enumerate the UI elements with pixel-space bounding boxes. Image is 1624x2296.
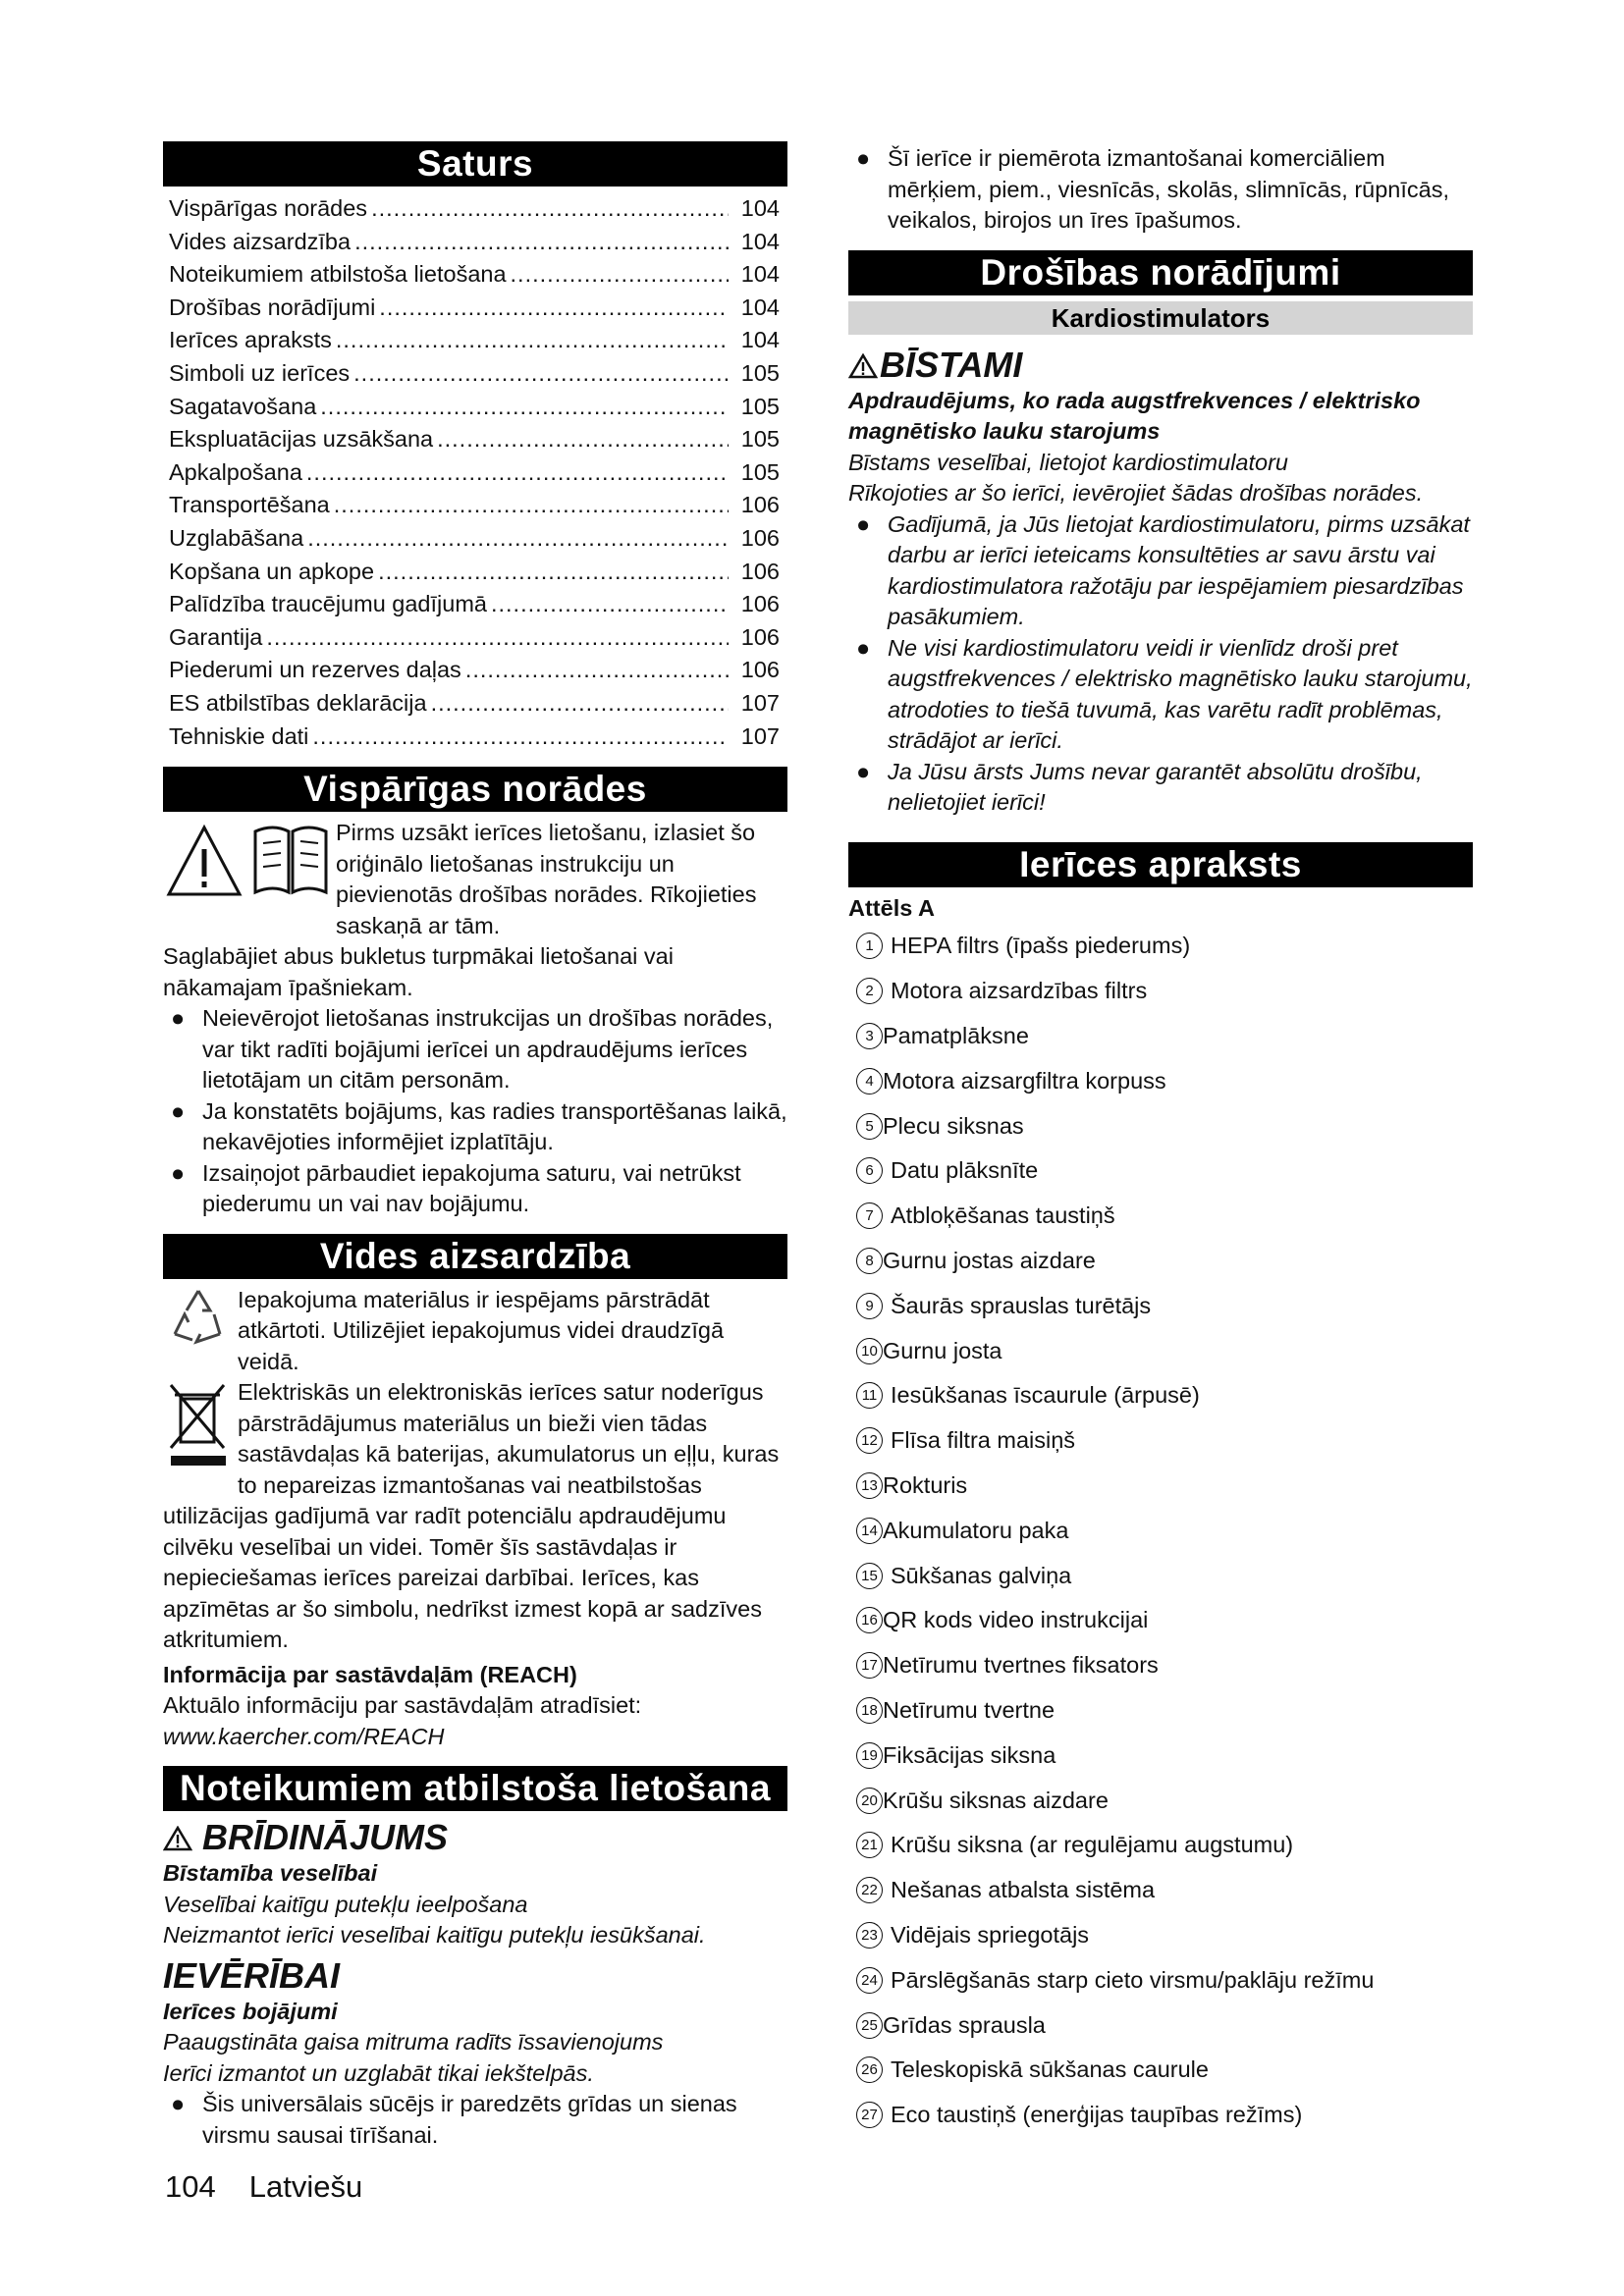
item-number-badge: 27: [856, 2102, 883, 2128]
toc-entry: [163, 489, 787, 522]
toc-entry-page: 106: [740, 524, 780, 551]
general-bullets: [163, 1003, 787, 1220]
toc-entry-page: 107: [740, 722, 780, 749]
component-item: [848, 1373, 1473, 1418]
toc-entry-page: 105: [740, 458, 780, 485]
toc-entry-page: 107: [740, 689, 780, 716]
toc-leader: [334, 489, 729, 522]
item-label: Akumulatoru paka: [883, 1517, 1069, 1543]
general-intro: [163, 818, 787, 941]
general-intro-text: Pirms uzsākt ierīces lietošanu, izlasiet šo oriģinālo lietošanas instrukciju un pievienotās drošības norādes. Rīkojieties saskaņā ar tām.: [336, 820, 757, 938]
item-label: Fiksācijas siksna: [883, 1741, 1056, 1768]
toc-heading: Saturs: [163, 141, 787, 187]
item-number-badge: 14: [856, 1518, 883, 1544]
toc-entry-page: 104: [740, 195, 780, 221]
toc-entry-title: Drošības norādījumi: [169, 294, 376, 320]
component-item: [848, 1643, 1473, 1688]
safety-heading: Drošības norādījumi: [848, 250, 1473, 295]
component-list: [848, 924, 1473, 2138]
toc-leader: [379, 292, 729, 325]
toc-entry-page: 104: [740, 294, 780, 320]
toc-leader: [371, 192, 729, 226]
toc-entry-page: 104: [740, 327, 780, 353]
item-label: HEPA filtrs (īpašs piederums): [891, 933, 1191, 959]
toc-leader: [320, 391, 729, 424]
page-language: Latviešu: [248, 2169, 363, 2204]
toc-entry: [163, 556, 787, 589]
component-item: [848, 2048, 1473, 2093]
recycling-text: Iepakojuma materiālus ir iespējams pārstrādāt atkārtoti. Utilizējiet iepakojumus videi draudzīgā veidā.: [238, 1286, 725, 1374]
item-number-badge: 18: [856, 1697, 883, 1724]
item-number-badge: 3: [856, 1023, 883, 1049]
item-label: Vidējais spriegotājs: [891, 1921, 1090, 1948]
component-item: [848, 1957, 1473, 2002]
toc-entry: [163, 588, 787, 621]
reach-url: www.kaercher.com/REACH: [163, 1723, 445, 1749]
item-label: Krūšu siksnas aizdare: [883, 1787, 1109, 1813]
item-number-badge: 10: [856, 1338, 883, 1364]
toc-entry: [163, 258, 787, 292]
item-label: Netīrumu tvertne: [883, 1696, 1056, 1723]
toc-entry: [163, 357, 787, 391]
warning-triangle-icon: [163, 1826, 192, 1851]
reach-title: Informācija par sastāvdaļām (REACH): [163, 1661, 577, 1687]
notice-label: IEVĒRĪBAI: [163, 1954, 341, 1996]
item-label: Gurnu jostas aizdare: [883, 1247, 1096, 1273]
right-column: [848, 141, 1473, 2138]
general-heading: Vispārīgas norādes: [163, 767, 787, 812]
component-item: [848, 1868, 1473, 1913]
item-number-badge: 21: [856, 1832, 883, 1858]
item-number-badge: 20: [856, 1788, 883, 1814]
component-item: [848, 1239, 1473, 1284]
item-label: Pamatplāksne: [883, 1022, 1029, 1048]
component-item: [848, 1778, 1473, 1823]
toc-entry-page: 106: [740, 591, 780, 617]
toc-entry-title: Sagatavošana: [169, 393, 317, 419]
item-number-badge: 15: [856, 1563, 883, 1589]
item-number-badge: 1: [856, 933, 883, 959]
toc-entry: [163, 621, 787, 655]
figure-label: Attēls A: [848, 894, 935, 921]
warning-triangle-icon: [848, 353, 878, 379]
toc-leader: [354, 226, 729, 259]
toc-entry-title: Simboli uz ierīces: [169, 359, 351, 386]
item-label: Iesūkšanas īscaurule (ārpusē): [891, 1382, 1200, 1409]
toc-leader: [431, 687, 729, 721]
item-label: Motora aizsargfiltra korpuss: [883, 1067, 1166, 1094]
toc-entry-page: 106: [740, 558, 780, 584]
component-item: [848, 1464, 1473, 1509]
left-column: [163, 141, 787, 2151]
toc-entry-title: Vides aizsardzība: [169, 228, 352, 254]
toc-entry-title: Garantija: [169, 623, 263, 650]
recycling-icon: [163, 1285, 234, 1350]
toc-entry-title: Palīdzība traucējumu gadījumā: [169, 591, 487, 617]
list-item: ● Ja Jūsu ārsts Jums nevar garantēt absolūtu drošību, nelietojiet ierīci!: [856, 758, 1423, 815]
toc-entry-title: Noteikumiem atbilstoša lietošana: [169, 261, 507, 288]
item-label: Rokturis: [883, 1471, 968, 1498]
toc-entry: [163, 456, 787, 490]
item-number-badge: 12: [856, 1427, 883, 1454]
intended-use-heading: Noteikumiem atbilstoša lietošana: [163, 1766, 787, 1811]
component-item: [848, 1913, 1473, 1958]
component-item: [848, 1553, 1473, 1598]
toc-leader: [437, 423, 729, 456]
reach-text: Aktuālo informāciju par sastāvdaļām atradīsiet:: [163, 1692, 642, 1719]
toc-entry: [163, 226, 787, 259]
item-label: Atbloķēšanas taustiņš: [891, 1202, 1115, 1229]
warning-title: Bīstamība veselībai: [163, 1860, 378, 1887]
crossed-bin-icon: [163, 1377, 234, 1471]
item-number-badge: 6: [856, 1157, 883, 1184]
list-item: ● Neievērojot lietošanas instrukcijas un drošības norādes, var tikt radīti bojājumi ierīcei un apdraudējums ierīces lietotājam un citām personām.: [171, 1005, 774, 1094]
danger-title: Apdraudējums, ko rada augstfrekvences / elektrisko magnētisko lauku starojums: [848, 387, 1421, 444]
item-number-badge: 23: [856, 1922, 883, 1949]
toc-leader: [378, 556, 729, 589]
toc-leader: [307, 522, 729, 556]
component-item: [848, 1148, 1473, 1194]
toc-entry-page: 105: [740, 426, 780, 453]
description-heading: Ierīces apraksts: [848, 842, 1473, 887]
item-label: Plecu siksnas: [883, 1112, 1024, 1139]
item-number-badge: 2: [856, 978, 883, 1004]
item-number-badge: 7: [856, 1202, 883, 1229]
list-item: ● Šī ierīce ir piemērota izmantošanai komerciāliem mērķiem, piem., viesnīcās, skolās, slimnīcās, rūpnīcās, veikalos, birojos un īres īpašumos.: [856, 145, 1450, 233]
recycling-block: [163, 1285, 787, 1378]
toc-entry-title: Transportēšana: [169, 492, 330, 518]
weee-block: [163, 1377, 787, 1656]
item-number-badge: 4: [856, 1068, 883, 1095]
toc-entry-title: Piederumi un rezerves daļas: [169, 657, 461, 683]
component-item: [848, 1733, 1473, 1778]
list-item: ● Šis universālais sūcējs ir paredzēts grīdas un sienas virsmu sausai tīrīšanai.: [171, 2091, 737, 2148]
toc-leader: [465, 654, 729, 687]
danger-line-1: Bīstams veselībai, lietojot kardiostimulatoru: [848, 449, 1288, 475]
warning-label: BRĪDINĀJUMS: [163, 1817, 787, 1858]
component-item: [848, 1508, 1473, 1553]
item-number-badge: 19: [856, 1742, 883, 1769]
toc-entry-title: Ierīces apraksts: [169, 327, 332, 353]
read-manual-icons: [163, 818, 330, 912]
environment-heading: Vides aizsardzība: [163, 1234, 787, 1279]
toc-entry: [163, 522, 787, 556]
toc-entry-page: 106: [740, 623, 780, 650]
toc-entry-title: Ekspluatācijas uzsākšana: [169, 426, 434, 453]
item-label: Flīsa filtra maisiņš: [891, 1427, 1076, 1454]
component-item: [848, 1058, 1473, 1103]
toc-leader: [491, 588, 729, 621]
list-item: ● Gadījumā, ja Jūs lietojat kardiostimulatoru, pirms uzsākat darbu ar ierīci ieteicams konsultēties ar savu ārstu vai kardiostimulatora ražotāju par iespējamiem piesardzības pasākumiem.: [856, 510, 1470, 629]
toc-leader: [336, 324, 729, 357]
toc-entry: [163, 721, 787, 754]
toc-entry-title: Apkalpošana: [169, 458, 302, 485]
component-item: [848, 969, 1473, 1014]
manual-book-icon: [249, 820, 332, 902]
item-label: Netīrumu tvertnes fiksators: [883, 1652, 1159, 1679]
notice-line-2: Ierīci izmantot un uzglabāt tikai iekštelpās.: [163, 2059, 594, 2086]
component-item: [848, 1823, 1473, 1868]
notice-title: Ierīces bojājumi: [163, 1998, 338, 2024]
item-number-badge: 22: [856, 1877, 883, 1903]
item-number-badge: 13: [856, 1472, 883, 1499]
page-footer: [165, 2169, 362, 2205]
general-keep-text: Saglabājiet abus bukletus turpmākai lietošanai vai nākamajam īpašniekam.: [163, 943, 674, 1000]
item-number-badge: 5: [856, 1113, 883, 1140]
item-number-badge: 16: [856, 1607, 883, 1633]
component-item: [848, 924, 1473, 969]
toc-entry: [163, 391, 787, 424]
toc-entry: [163, 324, 787, 357]
warning-line-2: Neizmantot ierīci veselībai kaitīgu putekļu iesūkšanai.: [163, 1922, 706, 1949]
page-number: 104: [165, 2169, 216, 2204]
intended-use-bullets-cont: [848, 143, 1473, 237]
toc-entry-page: 105: [740, 393, 780, 419]
item-label: Krūšu siksna (ar regulējamu augstumu): [891, 1832, 1294, 1858]
toc-leader: [312, 721, 729, 754]
toc-entry-title: ES atbilstības deklarācija: [169, 689, 427, 716]
toc-leader: [306, 456, 729, 490]
item-number-badge: 8: [856, 1248, 883, 1274]
item-number-badge: 26: [856, 2056, 883, 2083]
toc-entry: [163, 292, 787, 325]
toc-entry-page: 105: [740, 359, 780, 386]
toc-list: [163, 192, 787, 753]
list-item: ● Ne visi kardiostimulatoru veidi ir vienlīdz droši pret augstfrekvences / elektrisko magnētisko lauku starojumu, atrodoties to tiešā tuvumā, kas varētu radīt problēmas, strādājot ar ierīci.: [856, 634, 1473, 753]
toc-entry: [163, 687, 787, 721]
toc-entry-page: 104: [740, 228, 780, 254]
toc-entry-title: Uzglabāšana: [169, 524, 304, 551]
component-item: [848, 1103, 1473, 1148]
toc-entry-page: 106: [740, 492, 780, 518]
toc-leader: [511, 258, 729, 292]
item-label: Šaurās sprauslas turētājs: [891, 1292, 1152, 1318]
item-label: Gurnu josta: [883, 1337, 1002, 1363]
component-item: [848, 2002, 1473, 2048]
component-item: [848, 1598, 1473, 1643]
list-item: ● Izsaiņojot pārbaudiet iepakojuma saturu, vai netrūkst piederumu un vai nav bojājumu.: [171, 1159, 741, 1217]
component-item: [848, 2093, 1473, 2138]
toc-entry-title: Tehniskie dati: [169, 722, 309, 749]
toc-entry-page: 106: [740, 657, 780, 683]
item-number-badge: 17: [856, 1652, 883, 1679]
item-label: Grīdas sprausla: [883, 2011, 1046, 2038]
component-item: [848, 1418, 1473, 1464]
toc-entry: [163, 423, 787, 456]
list-item: ● Ja konstatēts bojājums, kas radies transportēšanas laikā, nekavējoties informējiet izplatītāju.: [171, 1097, 787, 1155]
item-label: Motora aizsardzības filtrs: [891, 978, 1148, 1004]
item-label: Datu plāksnīte: [891, 1157, 1039, 1184]
weee-text: Elektriskās un elektroniskās ierīces satur noderīgus pārstrādājumus materiālus un bieži vien tādas sastāvdaļas kā baterijas, akumulatorus un eļļu, kuras to nepareizas izmantošanas vai neatbilstošas utilizācijas gadījumā var radīt potenciālu apdraudējumu cilvēku veselībai un videi. Tomēr šīs sastāvdaļas ir nepieciešamas ierīces pareizai darbībai. Ierīces, kas apzīmētas ar šo simbolu, nedrīkst izmest kopā ar sadzīves atkritumiem.: [163, 1379, 780, 1653]
item-number-badge: 25: [856, 2012, 883, 2039]
warning-line-1: Veselībai kaitīgu putekļu ieelpošana: [163, 1891, 528, 1917]
danger-line-2: Rīkojoties ar šo ierīci, ievērojiet šādas drošības norādes.: [848, 480, 1424, 506]
toc-entry-page: 104: [740, 261, 780, 288]
item-number-badge: 11: [856, 1382, 883, 1409]
toc-entry: [163, 192, 787, 226]
component-item: [848, 1283, 1473, 1328]
safety-subheading: Kardiostimulators: [848, 301, 1473, 335]
toc-leader: [353, 357, 729, 391]
toc-entry-title: Kopšana un apkope: [169, 558, 375, 584]
item-label: Eco taustiņš (enerģijas taupības režīms): [891, 2102, 1303, 2128]
item-label: Teleskopiskā sūkšanas caurule: [891, 2056, 1209, 2083]
item-number-badge: 9: [856, 1293, 883, 1319]
intended-use-bullets: [163, 2089, 787, 2151]
component-item: [848, 1328, 1473, 1373]
component-item: [848, 1688, 1473, 1734]
toc-entry-title: Vispārīgas norādes: [169, 195, 368, 221]
toc-leader: [266, 621, 729, 655]
safety-bullets: [848, 509, 1473, 819]
notice-line-1: Paaugstināta gaisa mitruma radīts īssavienojums: [163, 2029, 664, 2056]
toc-entry: [163, 654, 787, 687]
item-label: Pārslēgšanās starp cieto virsmu/paklāju režīmu: [891, 1966, 1375, 1993]
component-item: [848, 1194, 1473, 1239]
danger-label: BĪSTAMI: [848, 345, 1473, 386]
item-label: Nešanas atbalsta sistēma: [891, 1877, 1156, 1903]
item-label: Sūkšanas galviņa: [891, 1562, 1072, 1588]
item-number-badge: 24: [856, 1967, 883, 1994]
component-item: [848, 1014, 1473, 1059]
item-label: QR kods video instrukcijai: [883, 1607, 1149, 1633]
